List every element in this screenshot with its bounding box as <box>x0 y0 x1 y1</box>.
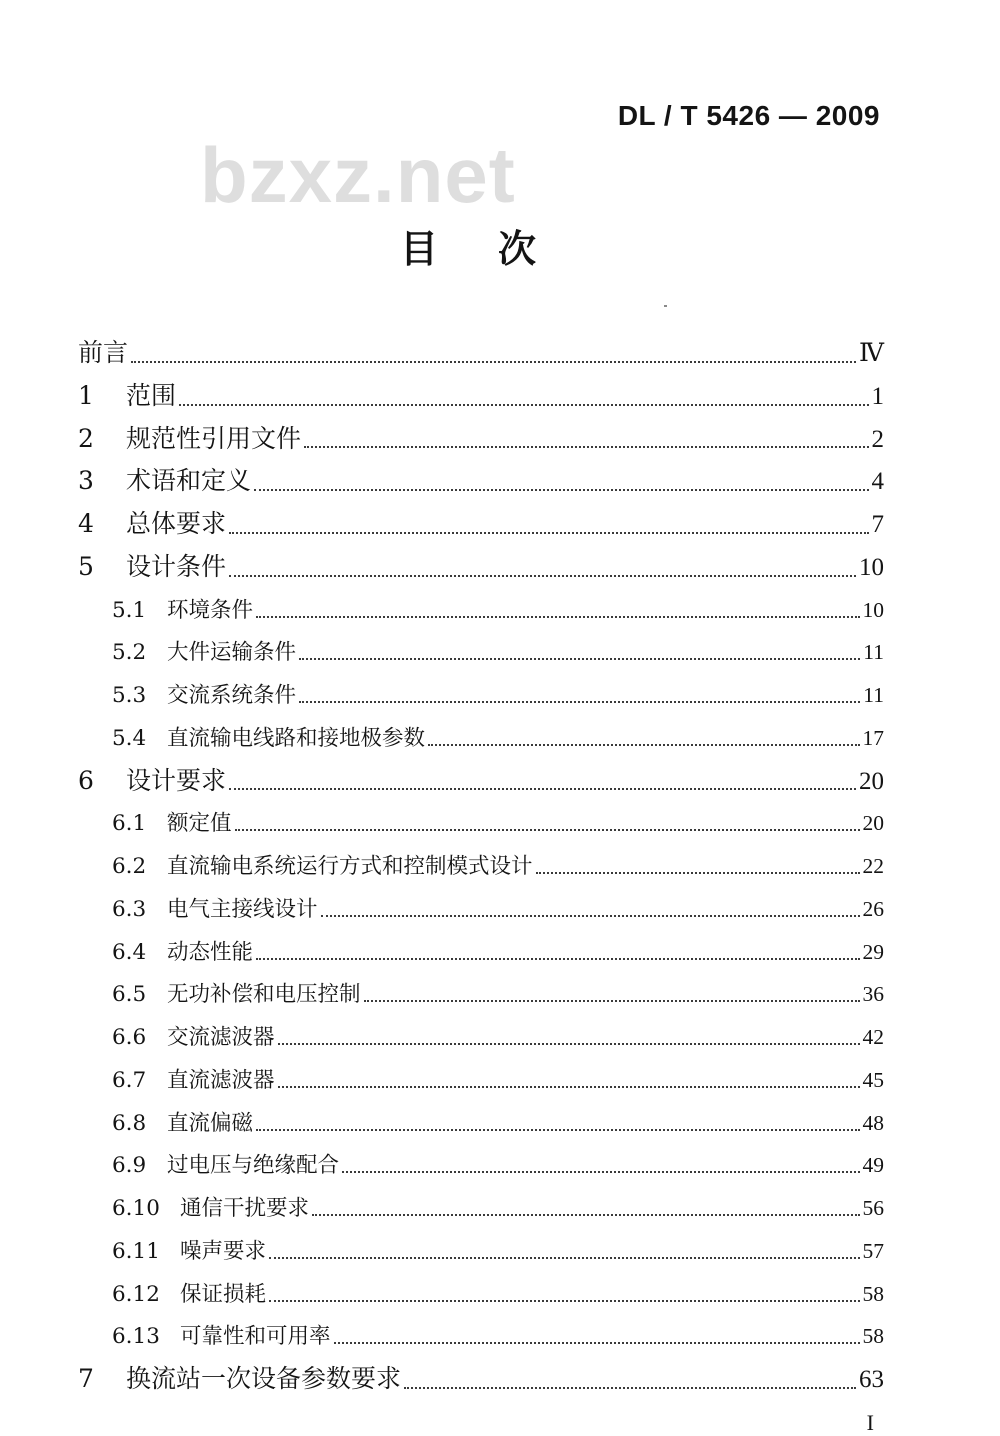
toc-entry[interactable] <box>78 931 884 974</box>
toc-leader-dots <box>229 763 856 790</box>
toc-entry[interactable] <box>78 1358 884 1401</box>
toc-entry-page: 56 <box>862 1196 884 1220</box>
toc-leader-dots <box>179 379 868 406</box>
toc-entry-number: 5.4 <box>112 725 147 751</box>
page-title-char-2: 次 <box>498 226 537 271</box>
watermark: bzxz.net <box>200 131 516 219</box>
toc-entry[interactable] <box>78 802 884 845</box>
toc-leader-dots <box>364 979 860 1003</box>
toc-leader-dots <box>321 893 860 917</box>
toc-entry-number: 6.8 <box>112 1110 147 1136</box>
toc-leader-dots <box>269 1235 859 1259</box>
toc-entry-title: 额定值 <box>167 811 232 837</box>
page-title-char-1: 目 <box>400 226 439 271</box>
page-title <box>400 218 536 273</box>
toc-entry[interactable] <box>78 418 884 461</box>
toc-leader-dots <box>299 680 860 704</box>
toc-entry-page: Ⅳ <box>859 340 884 367</box>
toc-leader-dots <box>428 722 859 746</box>
toc-entry[interactable] <box>78 888 884 931</box>
toc-entry-title: 通信干扰要求 <box>180 1196 310 1221</box>
toc-entry-page: 49 <box>862 1153 884 1178</box>
toc-entry[interactable] <box>78 332 884 375</box>
toc-entry-number: 6.10 <box>112 1196 160 1221</box>
toc-entry-title: 换流站一次设备参数要求 <box>126 1364 402 1393</box>
toc-entry-number: 6.12 <box>112 1281 160 1307</box>
toc-entry[interactable] <box>78 460 884 503</box>
toc-entry-number: 6 <box>78 765 94 795</box>
toc-entry-page: 20 <box>859 767 884 795</box>
toc-entry-title: 直流偏磁 <box>167 1110 254 1136</box>
toc-entry-number: 6.13 <box>112 1324 160 1350</box>
document-code: DL / T 5426 — 2009 <box>617 100 880 131</box>
toc-entry-page: 45 <box>862 1067 884 1092</box>
toc-entry-title: 范围 <box>126 380 177 410</box>
toc-entry-title: 直流输电线路和接地极参数 <box>167 725 426 751</box>
toc-entry[interactable] <box>78 1144 884 1187</box>
toc-entry[interactable] <box>78 631 884 674</box>
toc-entry[interactable] <box>78 503 884 546</box>
toc-leader-dots <box>256 594 859 618</box>
toc-entry-page: 57 <box>862 1238 884 1263</box>
toc-entry[interactable] <box>78 546 884 589</box>
toc-entry[interactable] <box>78 1230 884 1273</box>
toc-entry[interactable] <box>78 375 884 418</box>
toc-entry-page: 11 <box>863 683 884 707</box>
toc-entry-title: 设计条件 <box>126 551 227 581</box>
toc-entry-title: 交流滤波器 <box>167 1025 275 1050</box>
toc-entry-number: 6.11 <box>112 1238 160 1264</box>
toc-entry-title: 规范性引用文件 <box>126 423 302 453</box>
toc-leader-dots <box>404 1362 856 1389</box>
toc-entry-title: 直流输电系统运行方式和控制模式设计 <box>167 854 533 879</box>
toc-entry-page: 22 <box>862 854 884 878</box>
toc-entry-page: 20 <box>862 811 884 836</box>
toc-leader-dots <box>342 1150 859 1174</box>
toc-leader-dots <box>334 1321 860 1345</box>
scan-speck <box>664 305 667 307</box>
toc-entry-number: 6.1 <box>112 811 147 837</box>
toc-entry-title: 总体要求 <box>126 509 227 538</box>
toc-entry-page: 10 <box>859 553 884 581</box>
toc-entry-page: 36 <box>862 982 884 1007</box>
toc-entry-page: 63 <box>859 1366 884 1393</box>
toc-entry[interactable] <box>78 845 884 888</box>
toc-entry-number: 6.9 <box>112 1153 147 1179</box>
toc-entry-number: 6.2 <box>112 854 147 879</box>
toc-entry-page: 48 <box>862 1110 884 1135</box>
toc-leader-dots <box>229 507 868 534</box>
toc-entry-page: 7 <box>871 511 884 538</box>
toc-entry-page: 11 <box>863 640 884 665</box>
toc-entry-page: 58 <box>862 1281 884 1306</box>
toc-entry-page: 26 <box>862 896 884 921</box>
toc-entry-title: 大件运输条件 <box>167 640 297 666</box>
table-of-contents <box>78 332 884 1401</box>
toc-entry-title: 环境条件 <box>167 597 254 623</box>
toc-entry-page: 58 <box>862 1324 884 1349</box>
toc-entry-title: 设计要求 <box>126 765 227 795</box>
toc-leader-dots <box>235 808 860 832</box>
toc-leader-dots <box>278 1064 860 1088</box>
toc-leader-dots <box>256 1107 859 1131</box>
toc-entry-number: 6.3 <box>112 896 147 922</box>
toc-entry-title: 交流系统条件 <box>167 683 297 708</box>
toc-leader-dots <box>536 851 860 875</box>
toc-entry-number: 5.3 <box>112 683 147 708</box>
toc-entry-number: 5.2 <box>112 640 147 666</box>
toc-entry-page: 1 <box>871 382 884 410</box>
toc-entry-page: 17 <box>862 725 884 750</box>
toc-leader-dots <box>254 464 868 491</box>
toc-entry-title: 保证损耗 <box>180 1281 267 1307</box>
toc-entry-title: 直流滤波器 <box>167 1067 275 1093</box>
toc-entry-number: 7 <box>78 1364 94 1393</box>
toc-entry-title: 动态性能 <box>167 939 254 965</box>
toc-leader-dots <box>304 421 868 448</box>
toc-leader-dots <box>131 336 856 363</box>
toc-entry-title: 无功补偿和电压控制 <box>167 982 361 1008</box>
toc-entry-number: 1 <box>78 380 94 410</box>
toc-entry-number: 3 <box>78 466 94 496</box>
toc-leader-dots <box>269 1278 859 1302</box>
toc-entry[interactable] <box>78 1315 884 1358</box>
toc-entry[interactable] <box>78 760 884 803</box>
toc-entry-number: 2 <box>78 423 94 453</box>
toc-entry[interactable] <box>78 1273 884 1316</box>
toc-entry-title: 可靠性和可用率 <box>180 1324 331 1350</box>
toc-entry-number: 6.5 <box>112 982 147 1008</box>
toc-entry[interactable] <box>78 1059 884 1102</box>
toc-entry-number: 6.4 <box>112 939 147 965</box>
toc-entry-title: 过电压与绝缘配合 <box>167 1153 340 1179</box>
toc-entry-title: 前言 <box>78 338 129 367</box>
toc-entry-title: 术语和定义 <box>126 466 252 496</box>
toc-entry-page: 4 <box>871 468 884 496</box>
toc-entry-title: 电气主接线设计 <box>167 896 318 922</box>
toc-leader-dots <box>256 936 859 960</box>
toc-leader-dots <box>312 1193 859 1217</box>
toc-entry-number: 5 <box>78 551 94 581</box>
toc-leader-dots <box>278 1022 860 1046</box>
toc-entry-number: 4 <box>78 509 94 538</box>
toc-leader-dots <box>299 637 860 661</box>
toc-entry-number: 5.1 <box>112 597 147 623</box>
toc-entry[interactable] <box>78 973 884 1016</box>
toc-entry-title: 噪声要求 <box>180 1238 267 1264</box>
toc-entry-page: 29 <box>862 939 884 964</box>
toc-entry[interactable] <box>78 674 884 717</box>
toc-entry-number: 6.7 <box>112 1067 147 1093</box>
toc-entry[interactable] <box>78 1016 884 1059</box>
footer-page-number: I <box>866 1410 874 1435</box>
toc-entry-page: 10 <box>862 597 884 622</box>
toc-entry-page: 2 <box>871 425 884 453</box>
toc-entry-number: 6.6 <box>112 1025 147 1050</box>
toc-entry[interactable] <box>78 717 884 760</box>
toc-leader-dots <box>229 550 856 577</box>
toc-entry[interactable] <box>78 1102 884 1145</box>
toc-entry-page: 42 <box>862 1025 884 1049</box>
toc-entry[interactable] <box>78 589 884 632</box>
toc-entry[interactable] <box>78 1187 884 1230</box>
